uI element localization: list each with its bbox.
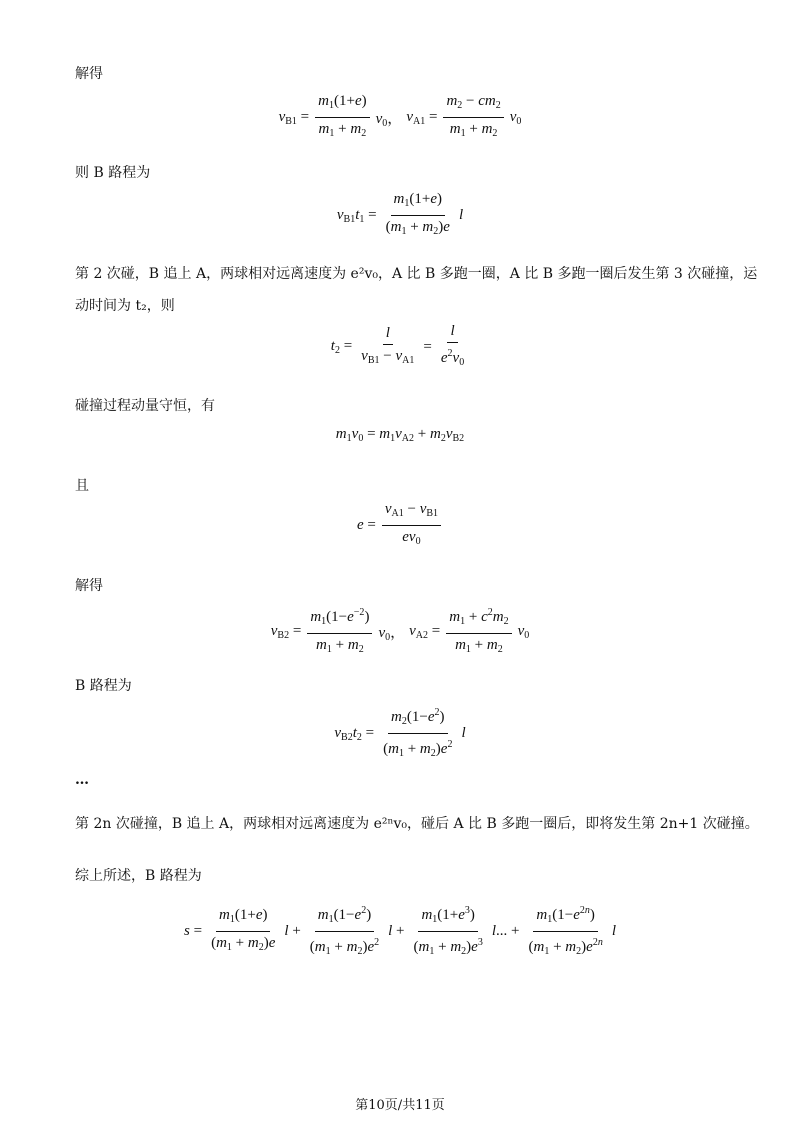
text-line: B 路程为 xyxy=(75,678,132,694)
text-line: 碰撞过程动量守恒，有 xyxy=(75,398,215,414)
text-line: 综上所述，B 路程为 xyxy=(75,868,202,884)
text-line: 且 xyxy=(75,478,89,494)
equation-momentum: $m_1v_0 = m_1v_{A2} + m_2v_{B2}$ xyxy=(335,426,465,444)
text-line: 第 2n 次碰撞，B 追上 A，两球相对远离速度为 e²ⁿv₀，碰后 A 比 B 多跑一圈后，即将发生第 2n+1 次碰撞。 xyxy=(75,816,759,832)
text-line: 动时间为 t₂，则 xyxy=(75,298,175,314)
ellipsis: … xyxy=(75,772,89,788)
equation-vb1t1: $v_{B1}t_1$ = $\frac{m_1(1+e)}{(m_1 + m_2)e}$ l xyxy=(336,191,464,237)
equation-vb2t2: $v_{B2}t_2$ = $\frac{m_2(1-e^2)}{(m_1 + m_2)e^2}$ l xyxy=(0,704,800,763)
text-line: 第 2 次碰，B 追上 A，两球相对远离速度为 e²v₀，A 比 B 多跑一圈，A 比 B 多跑一圈后发生第 3 次碰撞，运 xyxy=(75,266,758,282)
equation-vb2-va2: $v_{B2}$ = $\frac{m_1(1-e^{-2})}{m_1 + m_2}$ $v_0$， $v_{A2}$ = $\frac{m_1 + c^2m_2}{m_1 + m_2}$ $v_0$ xyxy=(0,604,800,659)
text-line: 解得 xyxy=(75,578,103,594)
text-line: 解得 xyxy=(75,66,103,82)
equation-total-s: s = $\frac{m_1(1+e)}{(m_1 + m_2)e}$ l + $\frac{m_1(1-e^2)}{(m_1 + m_2)e^2}$ l + $\frac{m_1(1+e^3)}{(m_1 + m_2)e^3}$ l... + $\frac{m_1(1-e^{2n})}{(m_1 + m_2)e^{2n}}$ l xyxy=(0,902,800,961)
equation-t2: $t_2$ = $\frac{l}{v_{B1} - v_{A1}}$ = $\frac{l}{e^2v_0}$ xyxy=(330,323,465,368)
equation-vb1-va1: $v_{B1}$ = $\frac{m_1(1+e)}{m_1 + m_2}$ $v_0$， $v_{A1}$ = $\frac{m_2 - cm_2}{m_1 + m_2}$ $v_0$ xyxy=(278,93,522,139)
page-footer: 第10页/共11页 xyxy=(355,1098,445,1113)
text-line: 则 B 路程为 xyxy=(75,165,151,181)
equation-e: e = $\frac{v_{A1} - v_{B1}}{ev_0}$ xyxy=(0,500,800,551)
